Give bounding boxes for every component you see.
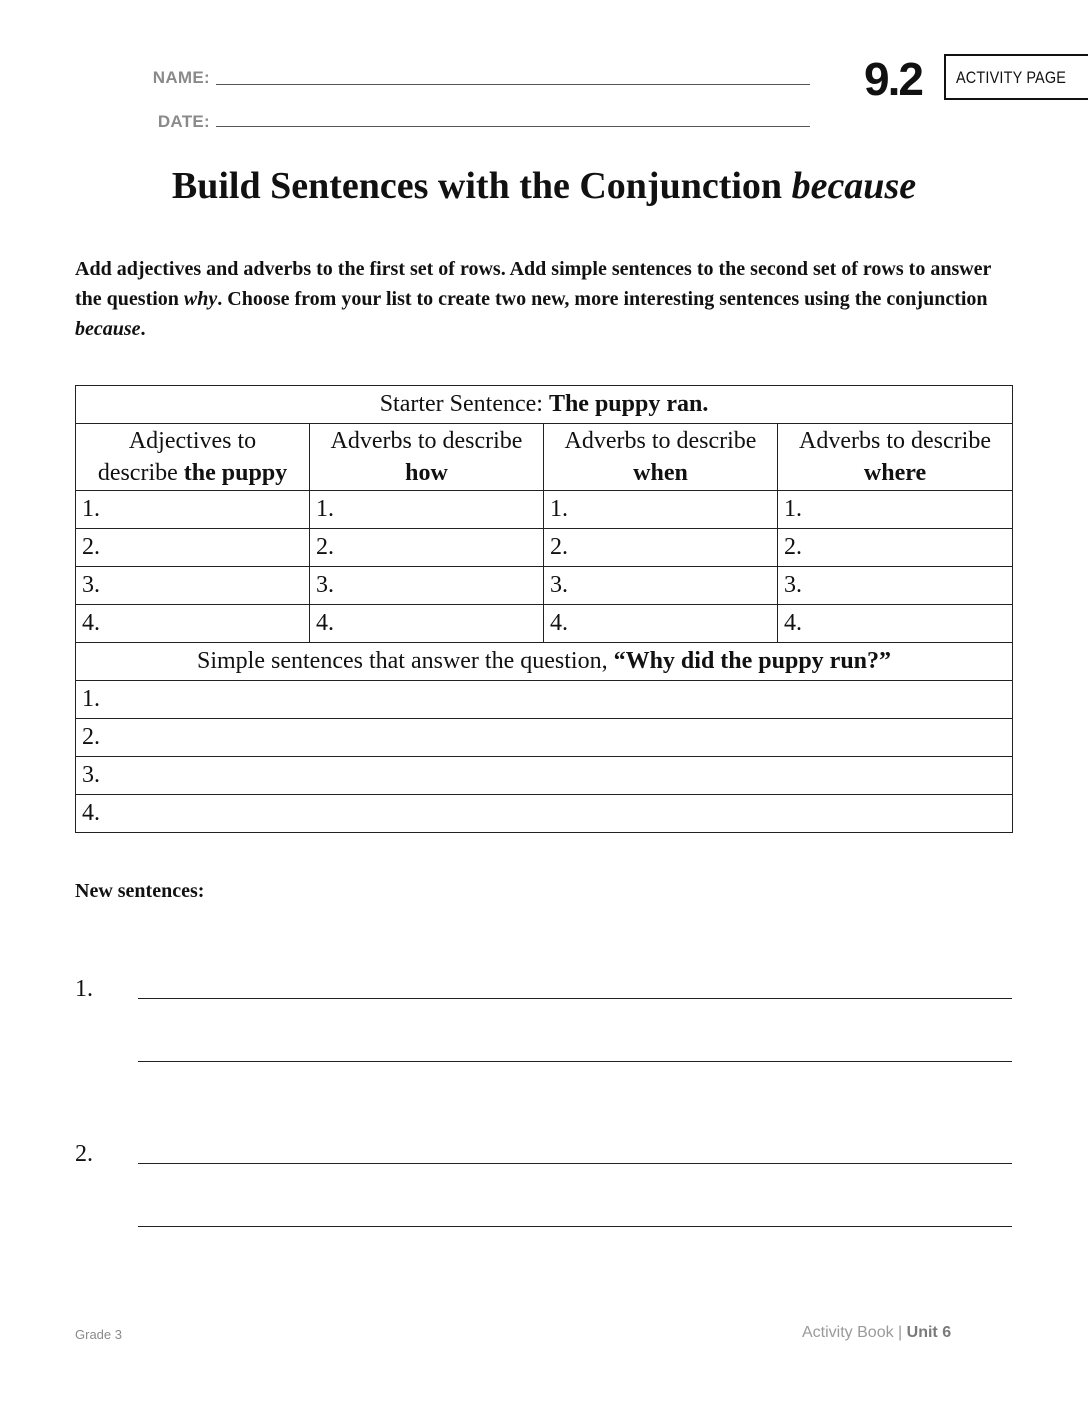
why-answer-cell[interactable]: 2. (76, 719, 1013, 757)
sentence-table (75, 385, 1013, 833)
why-answer-cell[interactable]: 1. (76, 681, 1013, 719)
new-sentence-1-line-2[interactable] (138, 1061, 1012, 1062)
table-cell[interactable]: 4. (76, 605, 310, 643)
title-emphasis: because (791, 165, 917, 207)
name-field-line[interactable] (216, 84, 810, 85)
table-cell[interactable]: 4. (778, 605, 1013, 643)
table-row (76, 567, 1013, 605)
new-sentence-2-line-2[interactable] (138, 1226, 1012, 1227)
table-cell[interactable]: 1. (76, 491, 310, 529)
table-cell[interactable]: 2. (310, 529, 544, 567)
why-question-row (76, 643, 1013, 681)
starter-prefix: Starter Sentence: (379, 391, 549, 417)
why-answer-cell[interactable]: 3. (76, 757, 1013, 795)
instructions-part2: . Choose from your list to create two new, more interesting sentences using the conjunction (217, 288, 988, 310)
date-label: DATE: (157, 112, 210, 131)
new-sentence-2-line-1[interactable] (138, 1163, 1012, 1164)
title-text: Build Sentences with the Conjunction (171, 165, 792, 207)
footer-unit: Unit 6 (906, 1324, 952, 1341)
new-sentence-number: 2. (75, 1141, 93, 1167)
instructions-part1: Add adjectives and adverbs to the first set of rows. Add simple sentences to the second set of rows to answer the question (75, 258, 992, 310)
column-header-adverbs-when: Adverbs to describe when (544, 424, 778, 491)
name-label: NAME: (152, 68, 210, 87)
column-header-adverbs-where: Adverbs to describe where (778, 424, 1013, 491)
activity-number: 9.2 (864, 53, 922, 105)
new-sentences-label: New sentences: (75, 880, 205, 902)
table-row (76, 757, 1013, 795)
table-cell[interactable]: 3. (778, 567, 1013, 605)
table-row (76, 681, 1013, 719)
table-cell[interactable]: 4. (310, 605, 544, 643)
footer-book: Activity Book (802, 1324, 894, 1341)
new-sentence-1-line-1[interactable] (138, 998, 1012, 999)
table-row (76, 529, 1013, 567)
table-cell[interactable]: 2. (778, 529, 1013, 567)
starter-sentence-row (76, 386, 1013, 424)
table-row (76, 491, 1013, 529)
table-cell[interactable]: 3. (544, 567, 778, 605)
table-cell[interactable]: 4. (544, 605, 778, 643)
table-cell[interactable]: 2. (76, 529, 310, 567)
instructions-why: why (183, 288, 218, 310)
table-cell[interactable]: 1. (544, 491, 778, 529)
footer-book-unit (802, 1324, 951, 1342)
column-header-adverbs-how: Adverbs to describe how (310, 424, 544, 491)
instructions (75, 254, 1005, 344)
instructions-because: because (75, 318, 141, 340)
column-header-adjectives: Adjectives to describe the puppy (76, 424, 310, 491)
instructions-part3: . (140, 318, 146, 340)
why-answer-cell[interactable]: 4. (76, 795, 1013, 833)
table-cell[interactable]: 2. (544, 529, 778, 567)
why-question: “Why did the puppy run?” (613, 648, 892, 674)
why-prefix: Simple sentences that answer the question, (197, 648, 614, 674)
new-sentence-number: 1. (75, 976, 93, 1002)
table-row (76, 605, 1013, 643)
table-cell[interactable]: 3. (76, 567, 310, 605)
table-cell[interactable]: 3. (310, 567, 544, 605)
footer-separator: | (893, 1324, 907, 1341)
footer-grade: Grade 3 (75, 1327, 122, 1342)
activity-page-box (944, 54, 1088, 100)
table-cell[interactable]: 1. (310, 491, 544, 529)
activity-page-label: ACTIVITY PAGE (956, 68, 1067, 87)
page-title (0, 164, 1088, 208)
table-row (76, 719, 1013, 757)
date-field-line[interactable] (216, 126, 810, 127)
table-cell[interactable]: 1. (778, 491, 1013, 529)
table-row (76, 795, 1013, 833)
starter-sentence: The puppy ran. (548, 391, 709, 417)
